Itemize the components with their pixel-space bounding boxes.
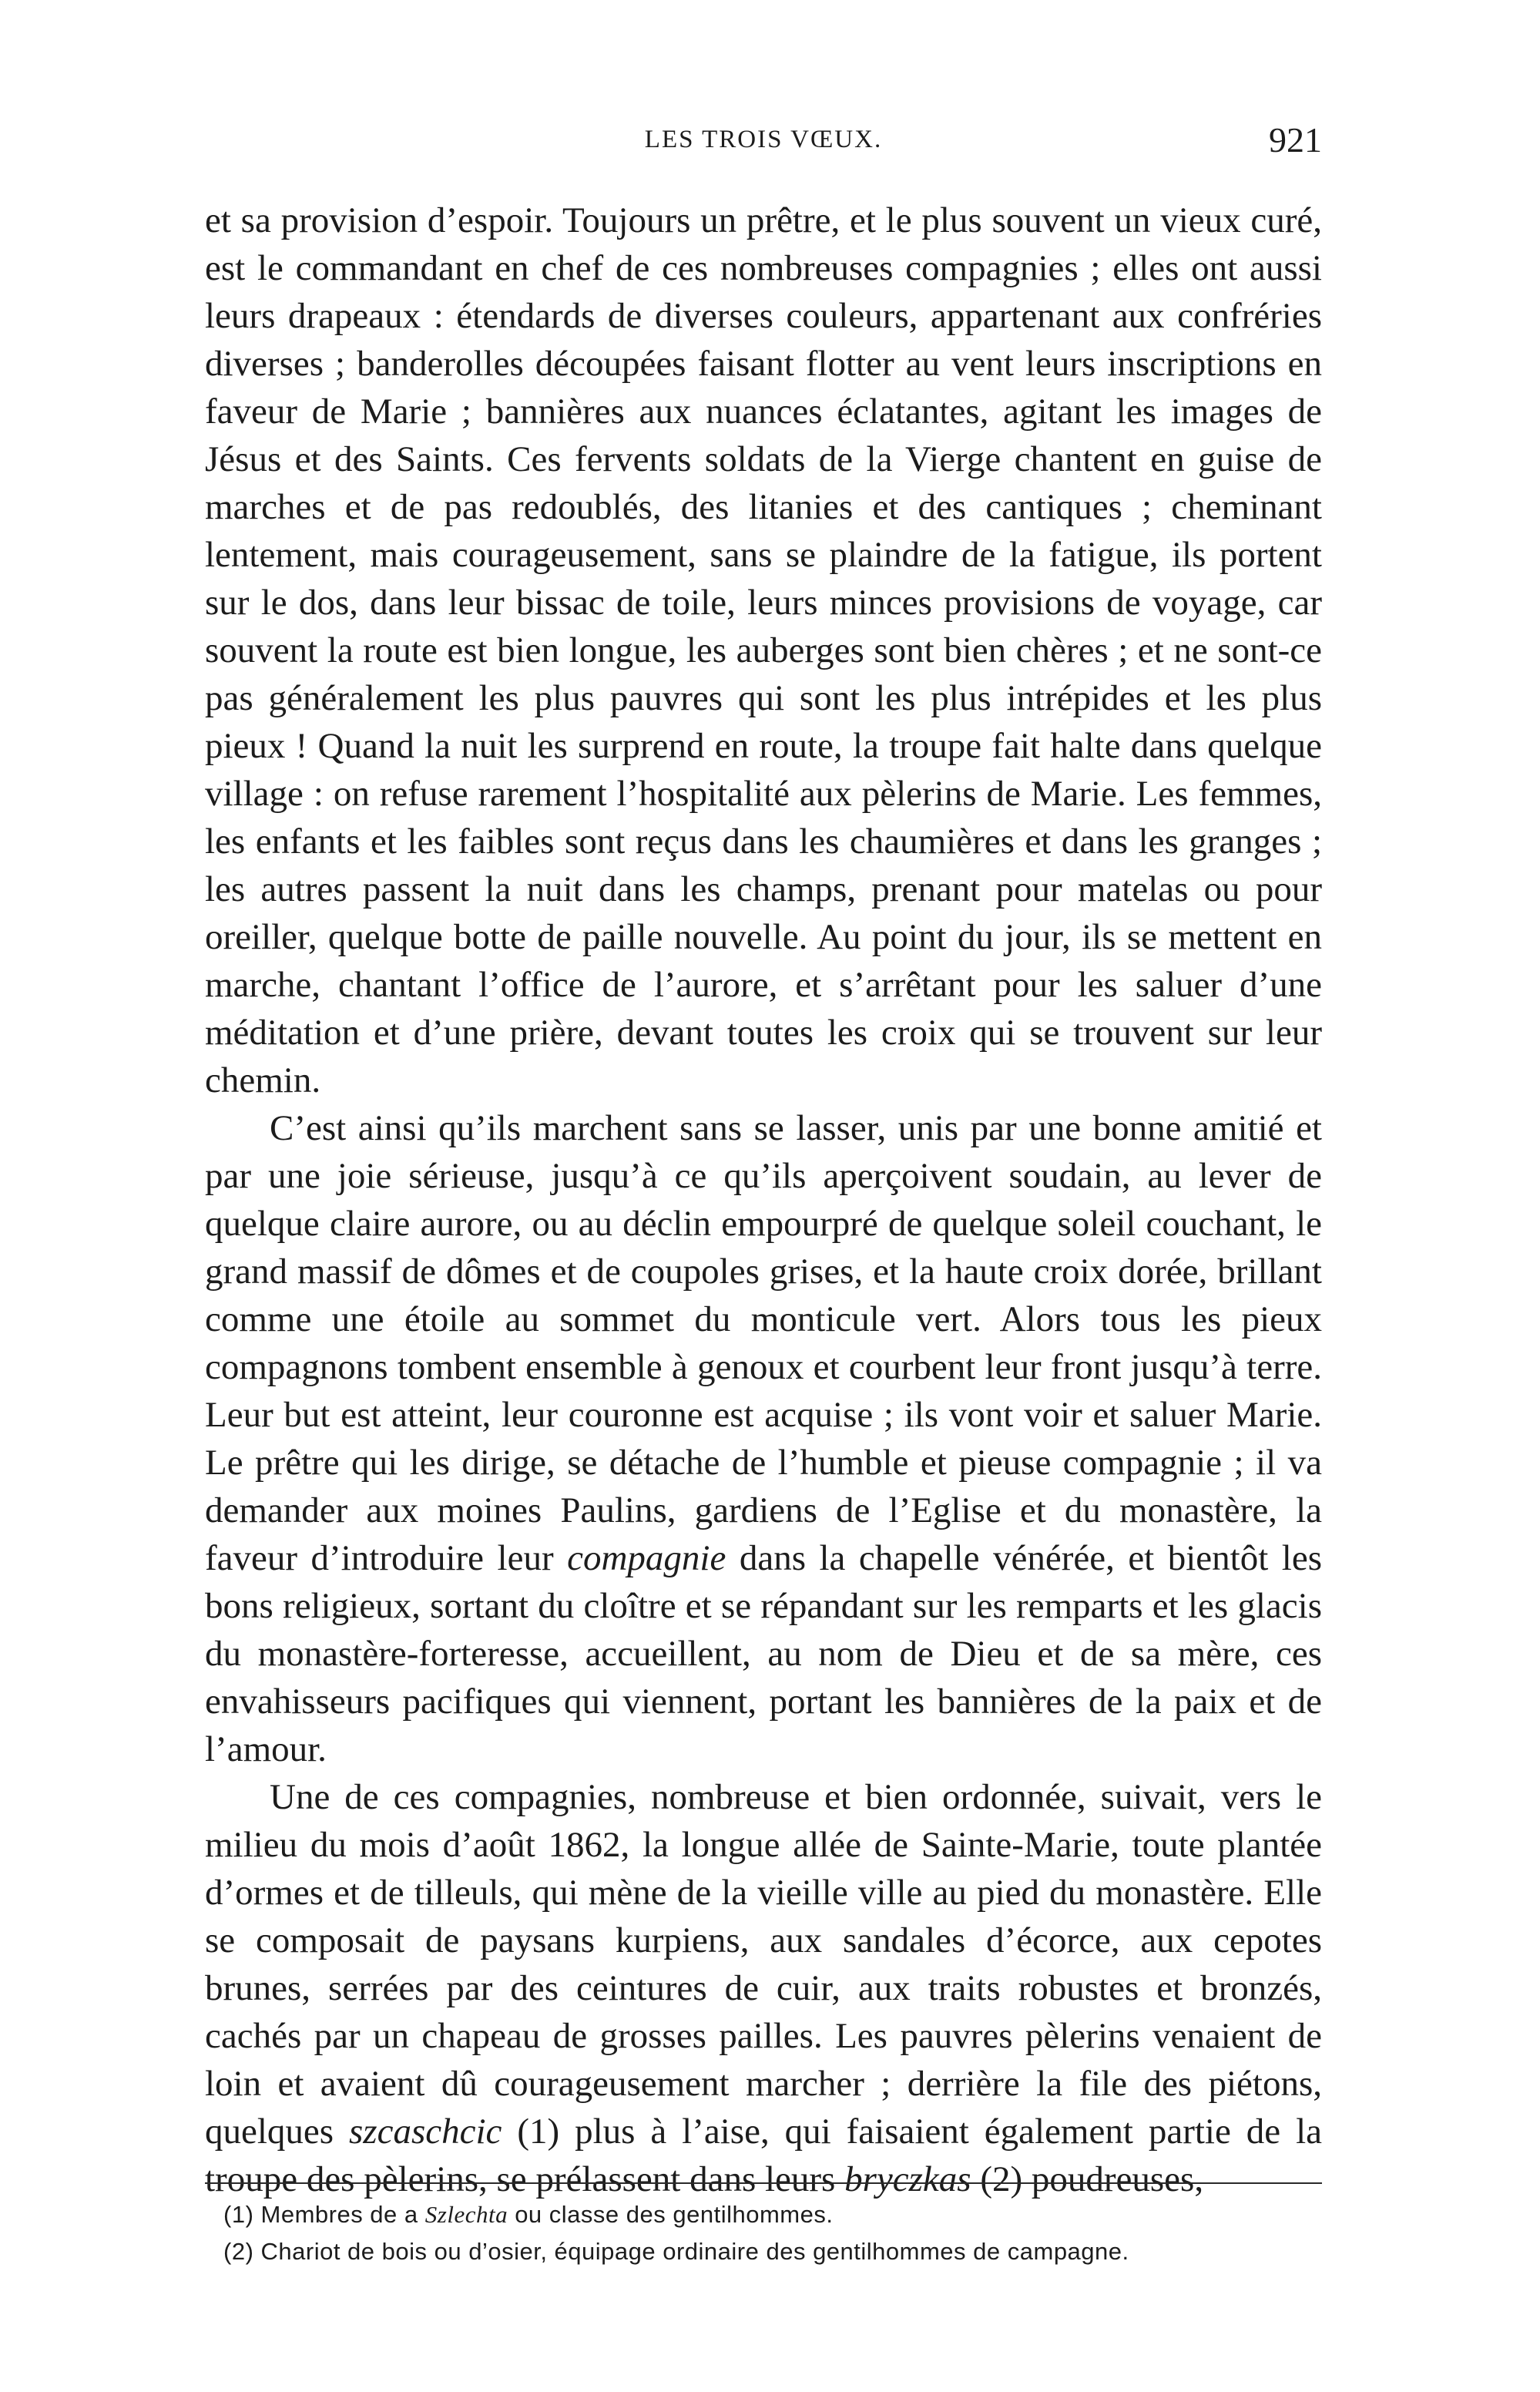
footnotes [223,2196,1317,2270]
paragraph-text: Une de ces compagnies, nombreuse et bien ordonnée, suivait, vers le milieu du mois d’août 1862, la longue allée de Sainte-Marie, toute plantée d’ormes et de tilleuls, qui mène de la vieille ville au pied du monastère. Elle se composait de paysans kurpiens, aux sandales d’écorce, aux cepotes brunes, serrées par des ceintures de cuir, aux traits robustes et bronzés, cachés par un chapeau de grosses pailles. Les pauvres pèlerins venaient de loin et avaient dû courageusement marcher ; derrière la file des piétons, quelques [205,1777,1322,2152]
footnote-text: (2) Chariot de bois ou d’osier, équipage ordinaire des gentilhommes de campagne. [223,2238,1129,2265]
italic-term-szlechta: Szlechta [424,2201,508,2228]
footnote-2 [223,2233,1317,2270]
paragraph-1 [205,197,1322,1104]
paragraph-3 [205,1773,1322,2203]
italic-term-compagnie: compagnie [567,1538,726,1578]
paragraph-text: (1) plus à l’aise, qui faisaient également partie de la troupe des pèlerins, se prélassent dans leurs [205,2111,1322,2199]
paragraph-text: et sa provision d’espoir. Toujours un prêtre, et le plus souvent un vieux curé, est le commandant en chef de ces nombreuses compagnies ; elles ont aussi leurs drapeaux : étendards de diverses couleurs, appartenant aux confréries diverses ; banderolles découpées faisant flotter au vent leurs inscriptions en faveur de Marie ; bannières aux nuances éclatantes, agitant les images de Jésus et des Saints. Ces fervents soldats de la Vierge chantent en guise de marches et de pas redoublés, des litanies et des cantiques ; cheminant lentement, mais courageusement, sans se plaindre de la fatigue, ils portent sur le dos, dans leur bissac de toile, leurs minces provisions de voyage, car souvent la route est bien longue, les auberges sont bien chères ; et ne sont-ce pas généralement les plus pauvres qui sont les plus intrépides et les plus pieux ! Quand la nuit les surprend en route, la troupe fait halte dans quelque village : on refuse rarement l’hospitalité aux pèlerins de Marie. Les femmes, les enfants et les faibles sont reçus dans les chaumières et dans les granges ; les autres passent la nuit dans les champs, prenant pour matelas ou pour oreiller, quelque botte de paille nouvelle. Au point du jour, ils se mettent en marche, chantant l’office de l’aurore, et s’arrêtant pour les saluer d’une méditation et d’une prière, devant toutes les croix qui se trouvent sur leur chemin. [205,200,1322,1100]
italic-term-szcaschcic: szcaschcic [349,2111,502,2152]
footnote-text: (1) Membres de a [223,2201,425,2228]
paragraph-text: dans la chapelle vénérée, et bientôt les bons religieux, sortant du cloître et se répandant sur les remparts et les glacis du monastère-forteresse, accueillent, au nom de Dieu et de sa mère, ces envahisseurs pacifiques qui viennent, portant les bannières de la paix et de l’amour. [205,1538,1322,1769]
footnote-1 [223,2196,1317,2233]
running-header [205,119,1322,166]
footnote-text: ou classe des gentilhommes. [508,2201,834,2228]
paragraph-text: (2) poudreuses, [971,2159,1204,2199]
paragraph-text: C’est ainsi qu’ils marchent sans se lasser, unis par une bonne amitié et par une joie sérieuse, jusqu’à ce qu’ils aperçoivent soudain, au lever de quelque claire aurore, ou au déclin empourpré de quelque soleil couchant, le grand massif de dômes et de coupoles grises, et la haute croix dorée, brillant comme une étoile au sommet du monticule vert. Alors tous les pieux compagnons tombent ensemble à genoux et courbent leur front jusqu’à terre. Leur but est atteint, leur couronne est acquise ; ils vont voir et saluer Marie. Le prêtre qui les dirige, se détache de l’humble et pieuse compagnie ; il va demander aux moines Paulins, gardiens de l’Eglise et du monastère, la faveur d’introduire leur [205,1108,1322,1578]
footnote-divider [205,2182,1322,2184]
body-text [205,197,1322,2203]
italic-term-bryczkas: bryczkas [844,2159,971,2199]
page-number: 921 [1269,120,1322,160]
paragraph-2 [205,1104,1322,1773]
running-title: LES TROIS VŒUX. [644,126,883,153]
